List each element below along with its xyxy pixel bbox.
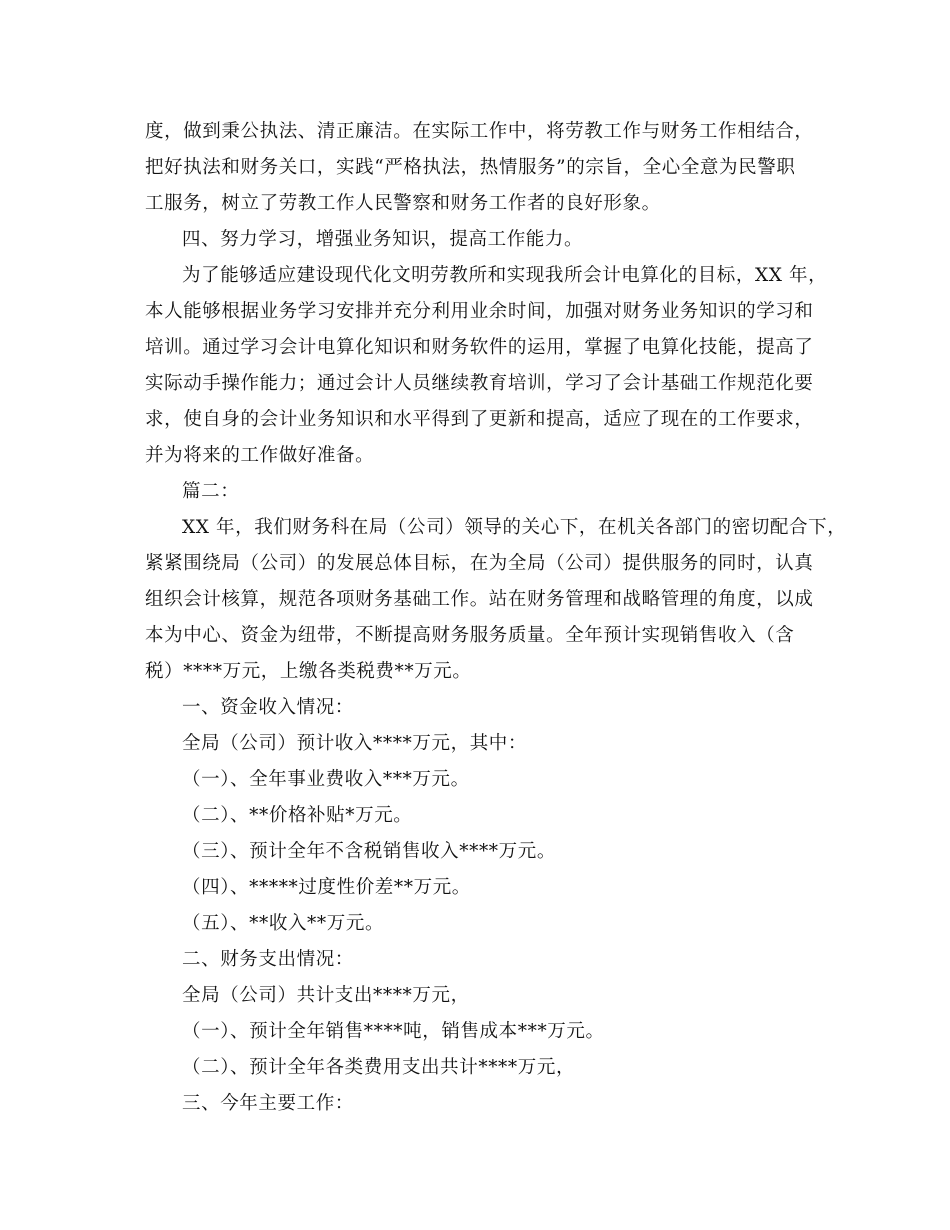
section-heading: 二、财务支出情况：: [182, 949, 354, 970]
paragraph-line: 为了能够适应建设现代化文明劳教所和实现我所会计电算化的目标，XX 年，: [182, 265, 828, 286]
paragraph-line: 求，使自身的会计业务知识和水平得到了更新和提高，适应了现在的工作要求，: [145, 409, 814, 430]
list-item: （二）、**价格补贴*万元。: [182, 805, 413, 826]
paragraph-line: 税）****万元，上缴各类税费**万元。: [145, 661, 472, 682]
paragraph-line: XX 年，我们财务科在局（公司）领导的关心下，在机关各部门的密切配合下，: [182, 517, 847, 538]
paragraph-line: 实际动手操作能力；通过会计人员继续教育培训，学习了会计基础工作规范化要: [145, 373, 814, 394]
paragraph-line: 本人能够根据业务学习安排并充分利用业余时间，加强对财务业务知识的学习和: [145, 301, 814, 322]
paragraph-line: 度，做到秉公执法、清正廉洁。在实际工作中，将劳教工作与财务工作相结合，: [145, 121, 814, 142]
list-item: （一）、全年事业费收入***万元。: [182, 769, 470, 790]
list-item: （四）、*****过度性价差**万元。: [182, 877, 471, 898]
paragraph-line: 组织会计核算，规范各项财务基础工作。站在财务管理和战略管理的角度，以成: [145, 589, 814, 610]
paragraph-line: 并为将来的工作做好准备。: [145, 445, 375, 466]
list-item: （五）、**收入**万元。: [182, 913, 385, 934]
paragraph-line: 本为中心、资金为纽带，不断提高财务服务质量。全年预计实现销售收入（含: [145, 625, 795, 646]
section-heading: 篇二：: [182, 481, 240, 502]
paragraph-line: 紧紧围绕局（公司）的发展总体目标，在为全局（公司）提供服务的同时，认真: [145, 553, 814, 574]
list-item: （三）、预计全年不含税销售收入****万元。: [182, 841, 556, 862]
list-item: 全局（公司）预计收入****万元，其中：: [182, 733, 528, 754]
list-item: （一）、预计全年销售****吨，销售成本***万元。: [182, 1021, 605, 1042]
paragraph-line: 把好执法和财务关口，实践“严格执法，热情服务”的宗旨，全心全意为民警职: [145, 157, 796, 178]
section-heading: 一、资金收入情况：: [182, 697, 354, 718]
paragraph-line: 工服务，树立了劳教工作人民警察和财务工作者的良好形象。: [145, 193, 661, 214]
section-heading: 四、努力学习，增强业务知识，提高工作能力。: [182, 229, 584, 250]
paragraph-line: 培训。通过学习会计电算化知识和财务软件的运用，掌握了电算化技能，提高了: [145, 337, 814, 358]
list-item: 全局（公司）共计支出****万元，: [182, 985, 470, 1006]
section-heading: 三、今年主要工作：: [182, 1093, 354, 1114]
list-item: （二）、预计全年各类费用支出共计****万元，: [182, 1057, 576, 1078]
